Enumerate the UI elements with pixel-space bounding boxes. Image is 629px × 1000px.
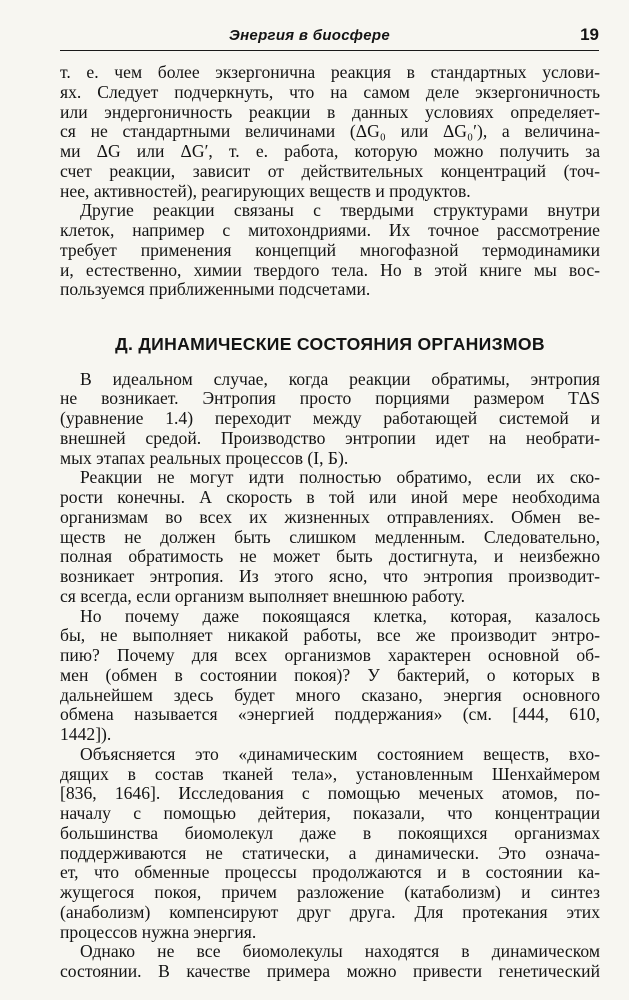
text-line: ся не стандартными величинами (ΔG₀ или ΔG₀′), а величина-	[60, 121, 600, 142]
text-line: Другие реакции связаны с твердыми структурами внутри	[80, 200, 600, 221]
text-line: дящих в состав тканей тела», установленным Шенхаймером	[60, 763, 600, 784]
paragraph-3	[60, 370, 600, 469]
paragraph-4	[60, 468, 600, 606]
text-line: началу с помощью дейтерия, показали, что концентрации	[60, 803, 600, 823]
text-line: клеток, например с митохондриями. Их точное рассмотрение	[60, 220, 600, 240]
text-line: возникает энтропия. Из этого ясно, что энтропия производит-	[60, 566, 600, 586]
text-line: ет, что обменные процессы продолжаются и в состоянии ка-	[60, 862, 600, 883]
text-line: бы, не выполняет никакой работы, все же производит энтро-	[60, 625, 600, 646]
text-line: ся всегда, если организм выполняет внешнюю работу.	[60, 585, 466, 606]
text-line: состоянии. В качестве примера можно привести генетический	[60, 961, 600, 981]
text-line: мен (обмен в состоянии покоя)? У бактерий, о которых в	[60, 664, 600, 685]
text-line: обмена называется «энергией поддержания» (см. [444, 610,	[60, 704, 600, 725]
text-line: ях. Следует подчеркнуть, что на самом деле экзергоничность	[60, 81, 600, 102]
text-line: большинства биомолекул даже в покоящихся организмах	[60, 822, 600, 843]
text-line: или эндергоничность реакции в данных условиях определяет-	[60, 101, 600, 122]
text-line: и, естественно, химии твердого тела. Но в этой книге мы вос-	[60, 259, 600, 280]
text-line: т. е. чем более экзергонична реакция в стандартных услови-	[60, 62, 600, 82]
text-line: внешней средой. Производство энтропии идет на необрати-	[60, 427, 600, 448]
text-line: жущегося покоя, причем разложение (катаболизм) и синтез	[60, 882, 600, 902]
text-line: поддерживаются не статически, а динамически. Это означа-	[60, 842, 600, 863]
text-line: пользуемся приближенными подсчетами.	[60, 279, 371, 300]
text-line: требует применения концепций многофазной термодинамики	[60, 239, 600, 260]
text-line: Объясняется это «динамическим состоянием веществ, вхо-	[80, 743, 600, 764]
section-heading: Д. ДИНАМИЧЕСКИЕ СОСТОЯНИЯ ОРГАНИЗМОВ	[115, 333, 545, 354]
text-line: В идеальном случае, когда реакции обратимы, энтропия	[80, 368, 600, 389]
page-header	[60, 20, 599, 51]
text-line: (уравнение 1.4) переходит между работающей системой и	[60, 408, 600, 428]
text-line: пию? Почему для всех организмов характерен основной об-	[60, 645, 600, 665]
text-line: мых этапах реальных процессов (I, Б).	[60, 447, 349, 468]
page-number: 19	[580, 25, 599, 44]
text-line: рости конечны. А скорость в той или иной мере необходима	[60, 487, 600, 507]
paragraph-6	[60, 745, 600, 943]
text-line: Но почему даже покоящаяся клетка, которая, казалось	[80, 605, 600, 626]
text-line: 1442]).	[60, 724, 112, 744]
text-line: процессов нужна энергия.	[60, 921, 257, 942]
text-line: не возникает. Энтропия просто порциями размером TΔS	[60, 388, 600, 409]
paragraph-2	[60, 201, 600, 300]
paragraph-5	[60, 607, 600, 745]
text-line: нее, активностей), реагирующих веществ и продуктов.	[60, 180, 471, 201]
text-line: счет реакции, зависит от действительных концентраций (точ-	[60, 160, 600, 181]
paragraph-7	[60, 942, 600, 982]
body-text	[60, 63, 600, 982]
text-line: Однако не все биомолекулы находятся в динамическом	[80, 941, 600, 962]
text-line: (анаболизм) компенсируют друг друга. Для протекания этих	[60, 901, 600, 922]
text-line: ществ не должен быть слишком медленным. Следовательно,	[60, 526, 600, 547]
text-line: Реакции не могут идти полностью обратимо, если их ско-	[80, 467, 600, 488]
text-line: дальнейшем здесь будет много сказано, энергия основного	[60, 684, 600, 705]
paragraph-1	[60, 63, 600, 201]
running-title: Энергия в биосфере	[228, 27, 391, 44]
text-line: ми ΔG или ΔG′, т. е. работа, которую можно получить за	[60, 141, 600, 161]
text-line: [836, 1646]. Исследования с помощью меченых атомов, по-	[60, 783, 600, 804]
text-line: организмам во всех их жизненных отправлениях. Обмен ве-	[60, 506, 600, 527]
text-line: полная обратимость не может быть достигнута, и неизбежно	[60, 546, 600, 567]
